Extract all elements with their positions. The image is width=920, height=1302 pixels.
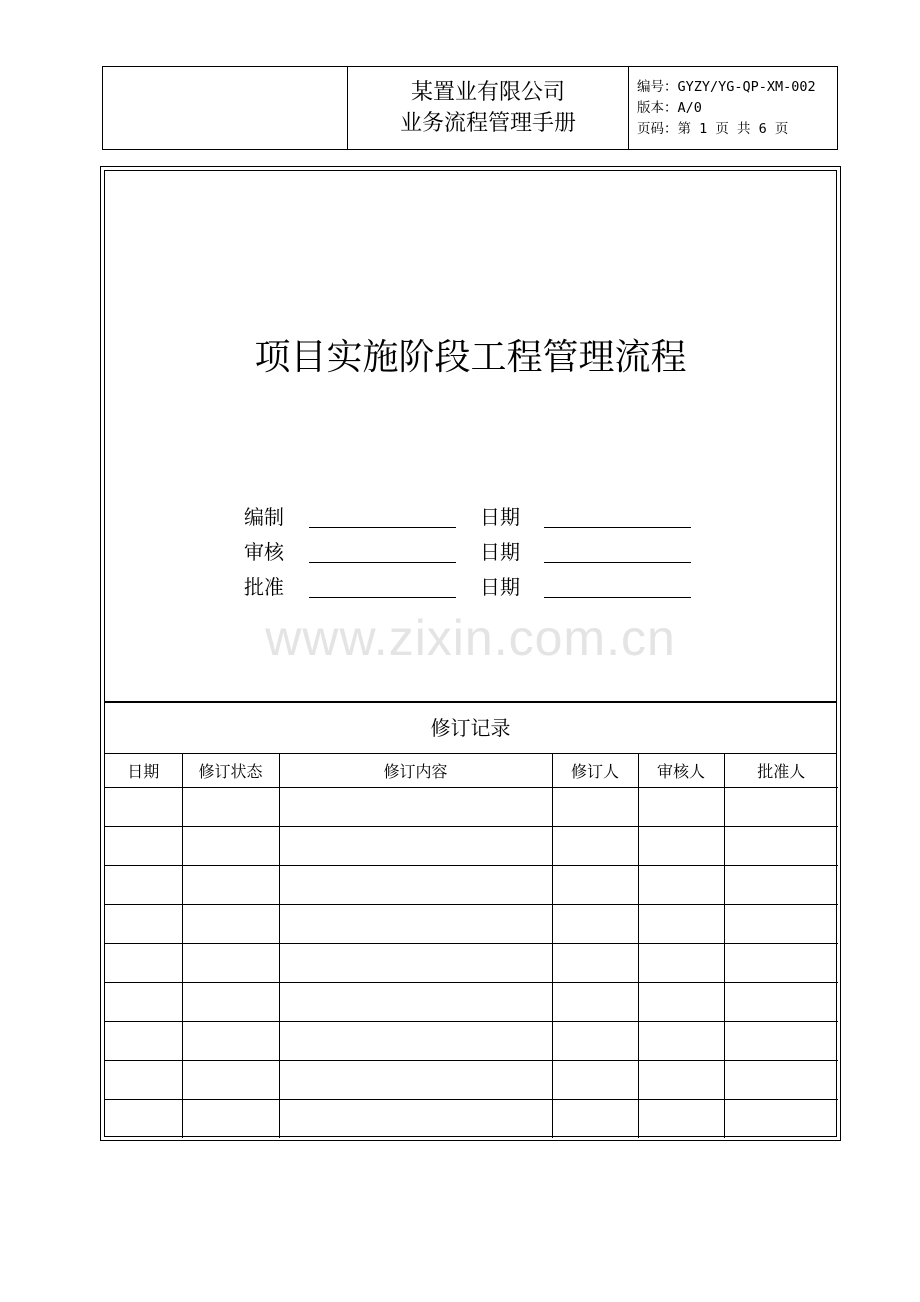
cell-reviser[interactable] (552, 1022, 638, 1061)
cell-date[interactable] (105, 983, 182, 1022)
cell-reviewer[interactable] (638, 788, 724, 827)
cell-status[interactable] (182, 1061, 279, 1100)
document-number: 编号：GYZY/YG-QP-XM-002 (637, 79, 816, 95)
cell-status[interactable] (182, 944, 279, 983)
approved-date-line[interactable] (544, 597, 691, 598)
reviewed-signature-line[interactable] (309, 562, 456, 563)
cell-reviser[interactable] (552, 983, 638, 1022)
document-frame-inner (104, 170, 837, 1137)
cell-date[interactable] (105, 905, 182, 944)
column-header-reviewer: 审核人 (638, 754, 724, 788)
document-header (102, 66, 838, 150)
cell-reviewer[interactable] (638, 983, 724, 1022)
logo-cell (103, 67, 348, 149)
cell-reviewer[interactable] (638, 827, 724, 866)
table-row (105, 983, 838, 1022)
reviewed-label: 审核 (244, 540, 284, 564)
cell-approver[interactable] (724, 827, 838, 866)
revision-table-body (105, 788, 838, 1139)
table-row (105, 1022, 838, 1061)
cell-date[interactable] (105, 1022, 182, 1061)
revision-table (105, 754, 838, 1138)
cell-approver[interactable] (724, 983, 838, 1022)
cell-content[interactable] (279, 788, 552, 827)
cell-reviser[interactable] (552, 788, 638, 827)
cell-status[interactable] (182, 905, 279, 944)
watermark: www.zixin.com.cn (265, 610, 676, 666)
reviewed-row (244, 536, 704, 566)
cell-approver[interactable] (724, 1100, 838, 1139)
approved-signature-line[interactable] (309, 597, 456, 598)
table-row (105, 866, 838, 905)
document-frame (100, 166, 841, 1141)
cell-approver[interactable] (724, 1061, 838, 1100)
cell-date[interactable] (105, 827, 182, 866)
approved-row (244, 571, 704, 601)
table-row (105, 1061, 838, 1100)
column-header-status: 修订状态 (182, 754, 279, 788)
cell-reviewer[interactable] (638, 1061, 724, 1100)
cell-reviser[interactable] (552, 1100, 638, 1139)
cell-content[interactable] (279, 1061, 552, 1100)
cover-section (105, 171, 836, 703)
approved-label: 批准 (244, 575, 284, 599)
table-row (105, 827, 838, 866)
prepared-label: 编制 (244, 505, 284, 529)
cell-reviewer[interactable] (638, 866, 724, 905)
cell-content[interactable] (279, 944, 552, 983)
table-row (105, 1100, 838, 1139)
column-header-content: 修订内容 (279, 754, 552, 788)
approved-date-label: 日期 (480, 575, 520, 599)
table-row (105, 788, 838, 827)
reviewed-date-label: 日期 (480, 540, 520, 564)
table-row (105, 944, 838, 983)
cell-date[interactable] (105, 866, 182, 905)
reviewed-date-line[interactable] (544, 562, 691, 563)
cell-approver[interactable] (724, 1022, 838, 1061)
cell-content[interactable] (279, 827, 552, 866)
cell-content[interactable] (279, 1100, 552, 1139)
cell-content[interactable] (279, 1022, 552, 1061)
header-info-cell (629, 67, 837, 149)
cell-date[interactable] (105, 944, 182, 983)
cell-status[interactable] (182, 983, 279, 1022)
cell-status[interactable] (182, 1022, 279, 1061)
prepared-row (244, 501, 704, 531)
page-number: 页码：第 1 页 共 6 页 (637, 121, 789, 137)
cell-status[interactable] (182, 866, 279, 905)
cell-reviser[interactable] (552, 827, 638, 866)
prepared-date-line[interactable] (544, 527, 691, 528)
cell-status[interactable] (182, 1100, 279, 1139)
cell-content[interactable] (279, 866, 552, 905)
cell-reviser[interactable] (552, 944, 638, 983)
cell-reviser[interactable] (552, 905, 638, 944)
manual-name: 业务流程管理手册 (399, 111, 576, 136)
header-title-cell (348, 67, 629, 149)
cell-reviewer[interactable] (638, 905, 724, 944)
prepared-signature-line[interactable] (309, 527, 456, 528)
cell-approver[interactable] (724, 905, 838, 944)
cell-reviser[interactable] (552, 866, 638, 905)
column-header-approver: 批准人 (724, 754, 838, 788)
column-header-date: 日期 (105, 754, 182, 788)
revision-record-title: 修订记录 (105, 703, 836, 754)
cell-content[interactable] (279, 905, 552, 944)
version: 版本：A/0 (637, 100, 702, 116)
cell-reviewer[interactable] (638, 1022, 724, 1061)
cell-date[interactable] (105, 788, 182, 827)
cell-content[interactable] (279, 983, 552, 1022)
cell-date[interactable] (105, 1061, 182, 1100)
cell-status[interactable] (182, 827, 279, 866)
revision-header-row (105, 754, 838, 788)
company-name: 某置业有限公司 (410, 80, 565, 105)
cell-status[interactable] (182, 788, 279, 827)
cell-reviewer[interactable] (638, 944, 724, 983)
table-row (105, 905, 838, 944)
column-header-reviser: 修订人 (552, 754, 638, 788)
prepared-date-label: 日期 (480, 505, 520, 529)
document-title: 项目实施阶段工程管理流程 (254, 337, 687, 378)
cell-reviewer[interactable] (638, 1100, 724, 1139)
cell-approver[interactable] (724, 866, 838, 905)
cell-reviser[interactable] (552, 1061, 638, 1100)
cell-approver[interactable] (724, 788, 838, 827)
cell-date[interactable] (105, 1100, 182, 1139)
cell-approver[interactable] (724, 944, 838, 983)
